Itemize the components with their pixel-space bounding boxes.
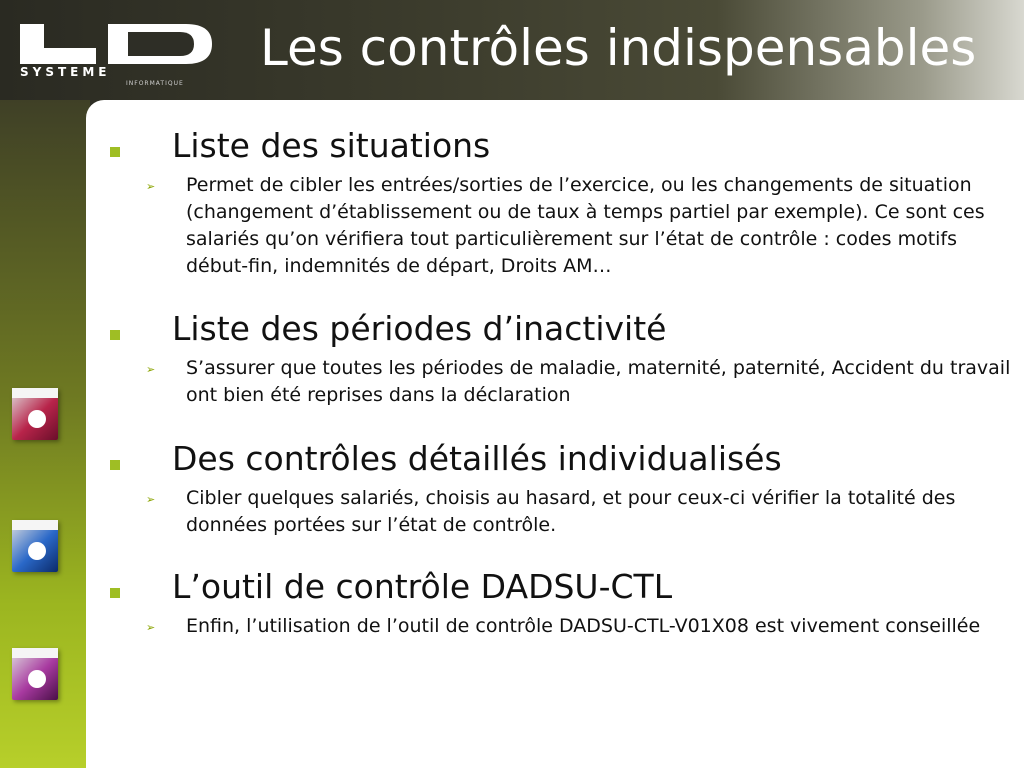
arrow-bullet-icon: ➢ bbox=[146, 621, 156, 634]
svg-text:INFORMATIQUE: INFORMATIQUE bbox=[126, 80, 184, 87]
section-heading: Liste des situations bbox=[172, 126, 491, 165]
bullet-square-icon bbox=[110, 330, 120, 340]
section-text: S’assurer que toutes les périodes de maladie, maternité, paternité, Accident du travail ont bien été reprises dans la déclaration bbox=[186, 357, 1011, 406]
svg-text:SYSTEME: SYSTEME bbox=[20, 65, 111, 79]
content-panel bbox=[86, 100, 1024, 768]
product-box-icon bbox=[12, 520, 58, 572]
section-text: Cibler quelques salariés, choisis au hasard, et pour ceux-ci vérifier la totalité des données portées sur l’état de contrôle. bbox=[186, 487, 956, 536]
page-title: Les contrôles indispensables bbox=[260, 19, 977, 77]
section-heading: Liste des périodes d’inactivité bbox=[172, 309, 667, 348]
section-text: Enfin, l’utilisation de l’outil de contrôle DADSU-CTL-V01X08 est vivement conseillée bbox=[186, 615, 981, 637]
section-text: Permet de cibler les entrées/sorties de l’exercice, ou les changements de situation (changement d’établissement ou de taux à temps partiel par exemple). Ce sont ces salariés qu’on vérifiera tout particulièrement sur l’état de contrôle : codes motifs début-fin, indemnités de départ, Droits AM… bbox=[186, 174, 985, 277]
product-box-icon bbox=[12, 648, 58, 700]
arrow-bullet-icon: ➢ bbox=[146, 363, 156, 376]
arrow-bullet-icon: ➢ bbox=[146, 493, 156, 506]
bullet-square-icon bbox=[110, 460, 120, 470]
arrow-bullet-icon: ➢ bbox=[146, 180, 156, 193]
bullet-square-icon bbox=[110, 147, 120, 157]
bullet-square-icon bbox=[110, 588, 120, 598]
section-heading: L’outil de contrôle DADSU-CTL bbox=[172, 567, 673, 606]
product-box-icon bbox=[12, 388, 58, 440]
ld-systeme-logo bbox=[16, 18, 216, 88]
section-heading: Des contrôles détaillés individualisés bbox=[172, 439, 782, 478]
